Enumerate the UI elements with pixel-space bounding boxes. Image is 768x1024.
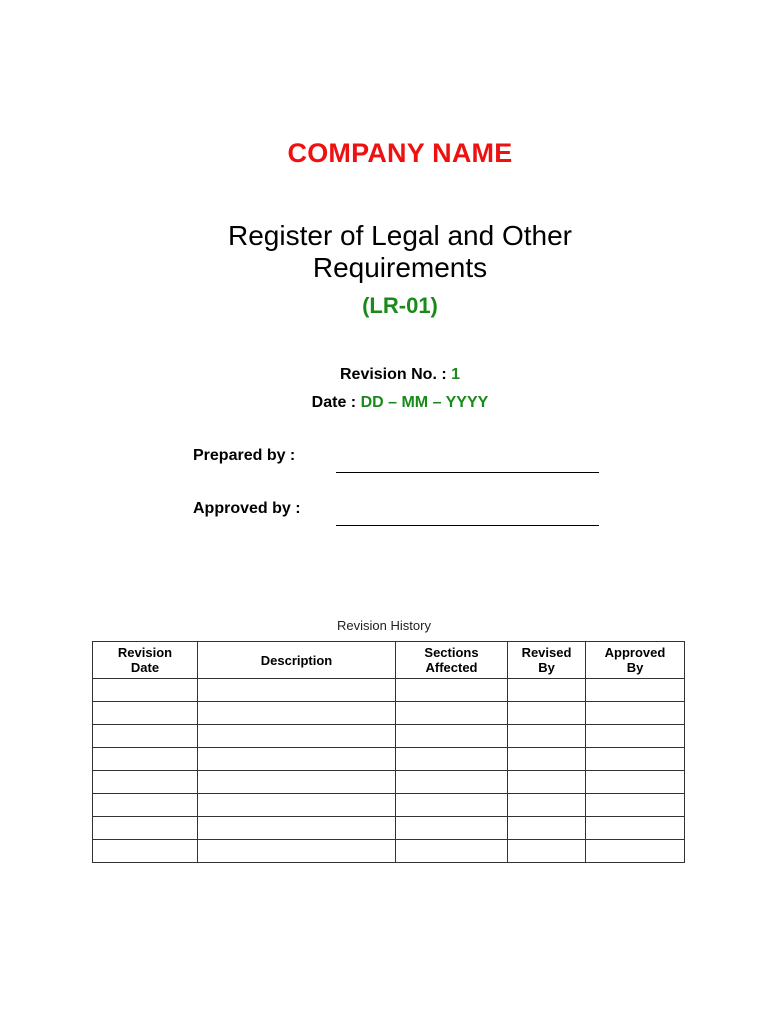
prepared-by-signature-line[interactable] (336, 472, 599, 473)
table-cell[interactable] (93, 771, 198, 794)
table-row (93, 817, 685, 840)
table-row (93, 840, 685, 863)
table-cell[interactable] (198, 702, 396, 725)
table-row (93, 748, 685, 771)
revision-number-label: Revision No. : (339, 366, 452, 383)
table-cell[interactable] (93, 702, 198, 725)
table-cell[interactable] (93, 679, 198, 702)
table-cell[interactable] (93, 725, 198, 748)
table-cell[interactable] (586, 748, 685, 771)
table-cell[interactable] (586, 702, 685, 725)
table-cell[interactable] (508, 748, 586, 771)
document-title-line-1: Register of Legal and Other (228, 220, 572, 251)
table-cell[interactable] (396, 702, 508, 725)
table-row (93, 725, 685, 748)
table-cell[interactable] (586, 725, 685, 748)
document-title-line-2: Requirements (312, 252, 488, 283)
table-cell[interactable] (396, 817, 508, 840)
approved-by-label: Approved by : (193, 500, 301, 517)
table-cell[interactable] (508, 679, 586, 702)
approved-by-signature-line[interactable] (336, 525, 599, 526)
table-cell[interactable] (508, 840, 586, 863)
table-cell[interactable] (198, 840, 396, 863)
table-row (93, 702, 685, 725)
table-cell[interactable] (198, 679, 396, 702)
table-cell[interactable] (586, 840, 685, 863)
table-cell[interactable] (396, 840, 508, 863)
table-cell[interactable] (508, 817, 586, 840)
table-cell[interactable] (198, 817, 396, 840)
table-cell[interactable] (586, 794, 685, 817)
table-cell[interactable] (508, 702, 586, 725)
table-cell[interactable] (508, 725, 586, 748)
prepared-by-row (193, 447, 603, 477)
table-cell[interactable] (198, 748, 396, 771)
table-cell[interactable] (508, 771, 586, 794)
revision-history-body (93, 679, 685, 863)
table-cell[interactable] (93, 817, 198, 840)
revision-history-table (92, 641, 685, 863)
column-header-revision-date: Revision Date (93, 642, 198, 679)
column-header-revised-by: Revised By (508, 642, 586, 679)
date-line (0, 394, 768, 412)
document-title (0, 220, 768, 284)
document-code: (LR-01) (362, 293, 438, 318)
column-header-description: Description (198, 642, 396, 679)
table-row (93, 794, 685, 817)
column-header-approved-by: Approved By (586, 642, 685, 679)
date-label: Date : (311, 394, 361, 411)
revision-history-caption: Revision History (337, 618, 431, 633)
table-cell[interactable] (198, 771, 396, 794)
table-cell[interactable] (396, 771, 508, 794)
table-row (93, 771, 685, 794)
table-cell[interactable] (93, 840, 198, 863)
table-cell[interactable] (586, 771, 685, 794)
company-name: COMPANY NAME (287, 138, 513, 168)
column-header-sections-affected: Sections Affected (396, 642, 508, 679)
revision-number-line (0, 366, 768, 384)
date-value: DD – MM – YYYY (360, 394, 489, 411)
table-cell[interactable] (508, 794, 586, 817)
table-cell[interactable] (198, 725, 396, 748)
prepared-by-label: Prepared by : (193, 447, 296, 464)
table-cell[interactable] (198, 794, 396, 817)
table-cell[interactable] (586, 679, 685, 702)
table-cell[interactable] (396, 679, 508, 702)
table-cell[interactable] (93, 748, 198, 771)
table-cell[interactable] (396, 725, 508, 748)
table-cell[interactable] (396, 794, 508, 817)
table-cell[interactable] (93, 794, 198, 817)
approved-by-row (193, 500, 603, 530)
table-cell[interactable] (586, 817, 685, 840)
table-cell[interactable] (396, 748, 508, 771)
revision-number-value: 1 (451, 366, 461, 383)
table-header-row (93, 642, 685, 679)
table-row (93, 679, 685, 702)
